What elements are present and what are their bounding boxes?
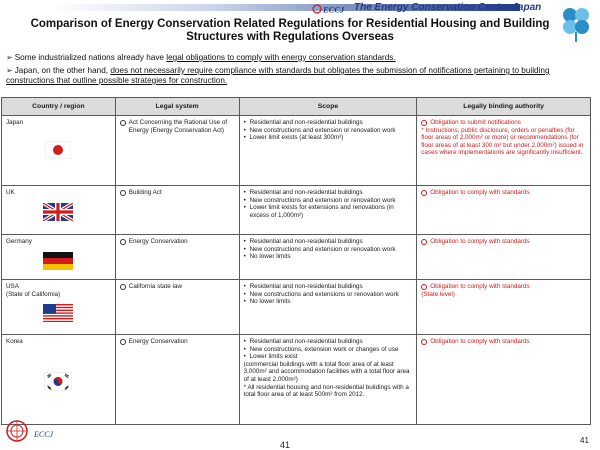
authority-cell: [417, 280, 591, 335]
country-name: Germany: [6, 238, 32, 245]
country-subname: (State of California): [6, 290, 61, 298]
table-row: [2, 235, 591, 280]
circle-bullet-icon: [120, 284, 126, 290]
country-name: Korea: [6, 338, 23, 345]
column-header: Legal system: [115, 98, 239, 116]
authority-note: * Instructions, public disclosure, orders or penalties (for floor areas of 2,000m² or more) or recommendations (for floor areas of at least 300 m² but under 2,000m²) issued in cases where implementations are significantly insufficient.: [421, 126, 584, 157]
clover-icon: [556, 4, 596, 44]
summary-bullets: [6, 53, 592, 89]
circle-bullet-icon: [421, 239, 427, 245]
legal-system-cell: [115, 235, 239, 280]
legal-system-text: Act Concerning the Rational Use of Energy (Energy Conservation Act): [128, 119, 228, 134]
page-number-corner: 41: [580, 436, 589, 445]
japan-flag-icon: [45, 141, 71, 159]
country-cell: [2, 335, 116, 425]
slide-header: [0, 0, 600, 46]
arrow-bullet-icon: ➢: [6, 53, 13, 62]
korea-flag-icon: [44, 372, 72, 391]
country-name: UK: [6, 189, 15, 196]
page-title: Comparison of Energy Conservation Related Regulations for Residential Housing and Building Structures with Regulations Overseas: [30, 18, 550, 43]
table-row: [2, 116, 591, 186]
uk-flag-icon: [43, 203, 73, 221]
bullet-underlined-text: does not necessarily require compliance with standards but obligates the submission of notifications pertaining to building constructions that outline possible strategies for construction.: [6, 66, 550, 85]
column-header: Scope: [239, 98, 417, 116]
authority-note: (State level): [421, 290, 455, 298]
table-header-row: [2, 98, 591, 116]
authority-cell: [417, 116, 591, 186]
header-logo-text: ECCJ: [323, 4, 345, 14]
scope-item: • No lower limits: [244, 298, 413, 306]
usa-flag-icon: [43, 304, 73, 322]
scope-item: • New constructions, extension work or changes of use: [244, 346, 413, 354]
authority-lead: Obligation to comply with standards: [430, 283, 530, 290]
scope-extra-note: (commercial buildings with a total floor area of at least 3,000m² and accommodation facilities with a total floor area of at least 2,000m²) * All residential housing and non-residential buildings with a total floor area of at least 500m² from 2012.: [243, 360, 410, 399]
country-cell: [2, 116, 116, 186]
authority-lead: Obligation to comply with standards: [430, 238, 530, 245]
scope-item: • Residential and non-residential buildings: [244, 283, 413, 291]
scope-item: • New constructions and extensions or renovation work: [244, 291, 413, 299]
scope-item: • No lower limits: [244, 253, 413, 261]
eccj-logo-icon: [312, 4, 350, 14]
scope-cell: [239, 186, 417, 235]
bullet-item: [6, 53, 592, 63]
authority-lead: Obligation to comply with standards: [430, 189, 530, 196]
org-name: The Energy Conservation Center Japan: [354, 2, 542, 13]
circle-bullet-icon: [421, 120, 427, 126]
scope-cell: [239, 116, 417, 186]
authority-cell: [417, 335, 591, 425]
scope-item: • New constructions and extension or renovation work: [244, 127, 413, 135]
scope-cell: [239, 235, 417, 280]
circle-bullet-icon: [120, 239, 126, 245]
circle-bullet-icon: [421, 284, 427, 290]
legal-system-cell: [115, 280, 239, 335]
circle-bullet-icon: [120, 339, 126, 345]
legal-system-cell: [115, 116, 239, 186]
country-name: Japan: [6, 119, 24, 126]
scope-cell: [239, 280, 417, 335]
bullet-underlined-text: legal obligations to comply with energy conservation standards.: [166, 53, 396, 62]
legal-system-text: California state law: [128, 283, 182, 290]
table-row: [2, 335, 591, 425]
authority-cell: [417, 186, 591, 235]
legal-system-text: Energy Conservation: [128, 238, 188, 245]
scope-item: • Residential and non-residential buildings: [244, 189, 413, 197]
bullet-text: Japan, on the other hand,: [14, 66, 111, 75]
legal-system-cell: [115, 335, 239, 425]
bullet-item: [6, 66, 592, 86]
arrow-bullet-icon: ➢: [6, 66, 13, 75]
circle-bullet-icon: [120, 120, 126, 126]
scope-item: • Lower limit exists (at least 300m²): [244, 134, 413, 142]
country-cell: [2, 186, 116, 235]
circle-bullet-icon: [421, 190, 427, 196]
table-row: [2, 186, 591, 235]
bullet-text: Some industrialized nations already have: [14, 53, 167, 62]
germany-flag-icon: [43, 252, 73, 270]
authority-cell: [417, 235, 591, 280]
legal-system-text: Energy Conservation: [128, 338, 188, 345]
authority-lead: Obligation to comply with standards: [430, 338, 530, 345]
authority-lead: Obligation to submit notifications: [430, 119, 521, 126]
country-cell: [2, 235, 116, 280]
scope-item: • Residential and non-residential buildings: [244, 338, 413, 346]
eccj-footer-logo-icon: [4, 418, 30, 444]
scope-item: • Lower limits exist: [244, 353, 413, 361]
scope-item: • Residential and non-residential buildings: [244, 119, 413, 127]
country-cell: [2, 280, 116, 335]
legal-system-cell: [115, 186, 239, 235]
scope-item: • New constructions and extension or renovation work: [244, 197, 413, 205]
column-header: Legally binding authority: [417, 98, 591, 116]
comparison-table: [1, 97, 591, 425]
scope-item: • Lower limit exists for extensions and renovations (in excess of 1,000m²): [244, 204, 413, 219]
legal-system-text: Building Act: [128, 189, 162, 196]
column-header: Country / region: [2, 98, 116, 116]
scope-item: • Residential and non-residential buildings: [244, 238, 413, 246]
country-name: USA: [6, 283, 19, 290]
table-row: [2, 280, 591, 335]
footer-logo-text: ECCJ: [34, 430, 54, 439]
circle-bullet-icon: [120, 190, 126, 196]
scope-cell: [239, 335, 417, 425]
page-number: 41: [280, 440, 291, 450]
circle-bullet-icon: [421, 339, 427, 345]
scope-item: • New constructions and extension or renovation work: [244, 246, 413, 254]
